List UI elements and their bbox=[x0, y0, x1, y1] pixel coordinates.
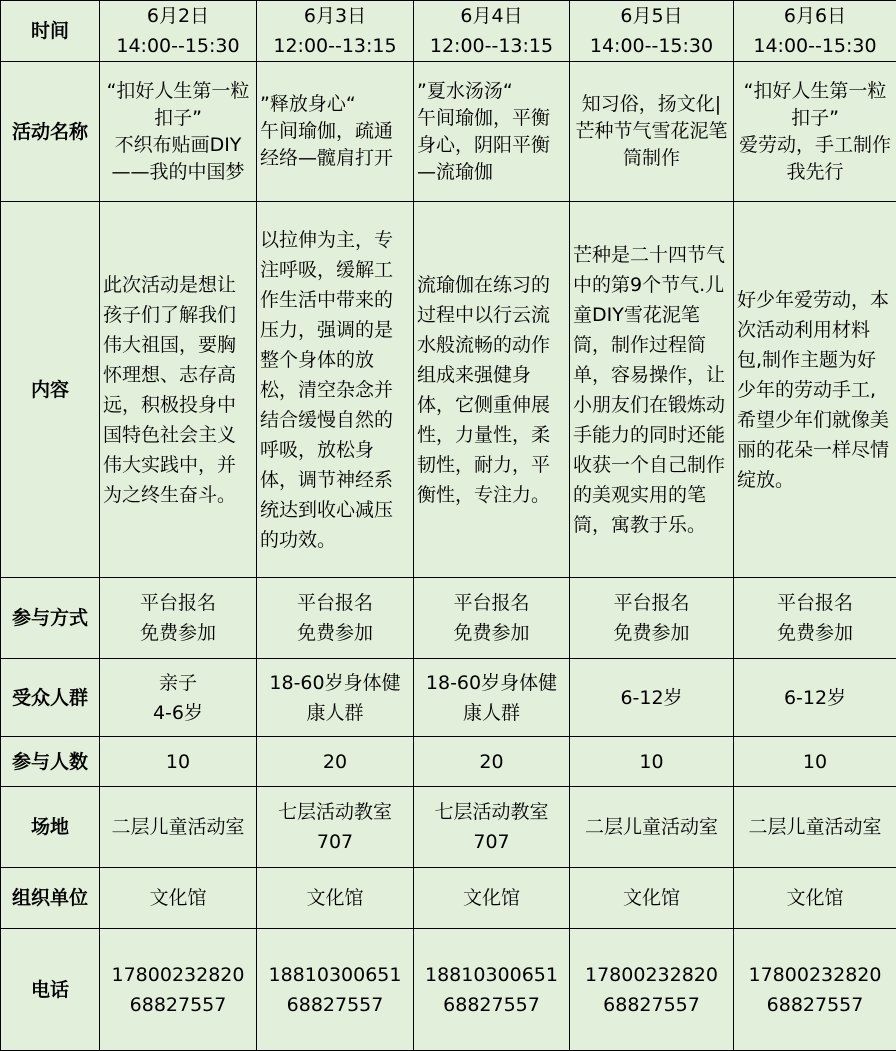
cell-headcount: 20 bbox=[257, 737, 414, 787]
cell-time: 6月3日 12:00--13:15 bbox=[257, 1, 414, 62]
row-participation bbox=[1, 578, 896, 659]
cell-participation: 平台报名 免费参加 bbox=[570, 578, 734, 659]
row-label-audience: 受众人群 bbox=[1, 659, 100, 737]
cell-venue: 七层活动教室 707 bbox=[414, 787, 570, 868]
cell-content: 流瑜伽在练习的过程中以行云流水般流畅的动作组成来强健身体，它侧重伸展性，力量性，柔韧性，耐力，平衡性，专注力。 bbox=[414, 202, 570, 578]
cell-organizer: 文化馆 bbox=[570, 868, 734, 929]
cell-content: 此次活动是想让孩子们了解我们伟大祖国，要胸怀理想、志存高远，积极投身中国特色社会主义伟大实践中，并为之终生奋斗。 bbox=[100, 202, 257, 578]
row-time bbox=[1, 1, 896, 62]
cell-activity-name: ”夏水汤汤“ 午间瑜伽，平衡身心，阴阳平衡—流瑜伽 bbox=[414, 62, 570, 202]
cell-organizer: 文化馆 bbox=[257, 868, 414, 929]
cell-time: 6月6日 14:00--15:30 bbox=[734, 1, 896, 62]
cell-headcount: 20 bbox=[414, 737, 570, 787]
cell-audience: 18-60岁身体健康人群 bbox=[414, 659, 570, 737]
cell-phone: 17800232820 68827557 bbox=[100, 929, 257, 1051]
cell-content: 以拉伸为主，专注呼吸，缓解工作生活中带来的压力，强调的是整个身体的放松，清空杂念并结合缓慢自然的呼吸，放松身体，调节神经系统达到收心减压的功效。 bbox=[257, 202, 414, 578]
cell-participation: 平台报名 免费参加 bbox=[257, 578, 414, 659]
row-label-headcount: 参与人数 bbox=[1, 737, 100, 787]
cell-content: 芒种是二十四节气中的第9个节气.儿童DIY雪花泥笔筒，制作过程简单，容易操作，让小朋友们在锻炼动手能力的同时还能收获一个自己制作的美观实用的笔筒，寓教于乐。 bbox=[570, 202, 734, 578]
cell-phone: 17800232820 68827557 bbox=[734, 929, 896, 1051]
row-label-organizer: 组织单位 bbox=[1, 868, 100, 929]
cell-phone: 18810300651 68827557 bbox=[257, 929, 414, 1051]
row-venue bbox=[1, 787, 896, 868]
row-activity-name bbox=[1, 62, 896, 202]
cell-organizer: 文化馆 bbox=[100, 868, 257, 929]
cell-audience: 亲子 4-6岁 bbox=[100, 659, 257, 737]
row-headcount bbox=[1, 737, 896, 787]
cell-headcount: 10 bbox=[100, 737, 257, 787]
cell-participation: 平台报名 免费参加 bbox=[100, 578, 257, 659]
row-label-venue: 场地 bbox=[1, 787, 100, 868]
cell-content: 好少年爱劳动，本次活动利用材料包,制作主题为好少年的劳动手工,希望少年们就像美丽的花朵一样尽情绽放。 bbox=[734, 202, 896, 578]
row-label-time: 时间 bbox=[1, 1, 100, 62]
cell-phone: 18810300651 68827557 bbox=[414, 929, 570, 1051]
cell-activity-name: “扣好人生第一粒扣子” 不织布贴画DIY——我的中国梦 bbox=[100, 62, 257, 202]
cell-headcount: 10 bbox=[734, 737, 896, 787]
cell-phone: 17800232820 68827557 bbox=[570, 929, 734, 1051]
cell-audience: 6-12岁 bbox=[570, 659, 734, 737]
cell-activity-name: 知习俗，扬文化|芒种节气雪花泥笔筒制作 bbox=[570, 62, 734, 202]
cell-venue: 二层儿童活动室 bbox=[734, 787, 896, 868]
cell-headcount: 10 bbox=[570, 737, 734, 787]
cell-audience: 6-12岁 bbox=[734, 659, 896, 737]
cell-time: 6月5日 14:00--15:30 bbox=[570, 1, 734, 62]
cell-time: 6月2日 14:00--15:30 bbox=[100, 1, 257, 62]
cell-activity-name: ”释放身心“ 午间瑜伽，疏通经络—髋肩打开 bbox=[257, 62, 414, 202]
cell-venue: 七层活动教室 707 bbox=[257, 787, 414, 868]
row-audience bbox=[1, 659, 896, 737]
cell-participation: 平台报名 免费参加 bbox=[734, 578, 896, 659]
row-content bbox=[1, 202, 896, 578]
row-phone bbox=[1, 929, 896, 1051]
row-organizer bbox=[1, 868, 896, 929]
cell-audience: 18-60岁身体健康人群 bbox=[257, 659, 414, 737]
row-label-phone: 电话 bbox=[1, 929, 100, 1051]
cell-participation: 平台报名 免费参加 bbox=[414, 578, 570, 659]
row-label-participation: 参与方式 bbox=[1, 578, 100, 659]
cell-venue: 二层儿童活动室 bbox=[100, 787, 257, 868]
cell-activity-name: “扣好人生第一粒扣子” 爱劳动，手工制作我先行 bbox=[734, 62, 896, 202]
cell-organizer: 文化馆 bbox=[734, 868, 896, 929]
cell-venue: 二层儿童活动室 bbox=[570, 787, 734, 868]
cell-time: 6月4日 12:00--13:15 bbox=[414, 1, 570, 62]
row-label-activity-name: 活动名称 bbox=[1, 62, 100, 202]
row-label-content: 内容 bbox=[1, 202, 100, 578]
cell-organizer: 文化馆 bbox=[414, 868, 570, 929]
